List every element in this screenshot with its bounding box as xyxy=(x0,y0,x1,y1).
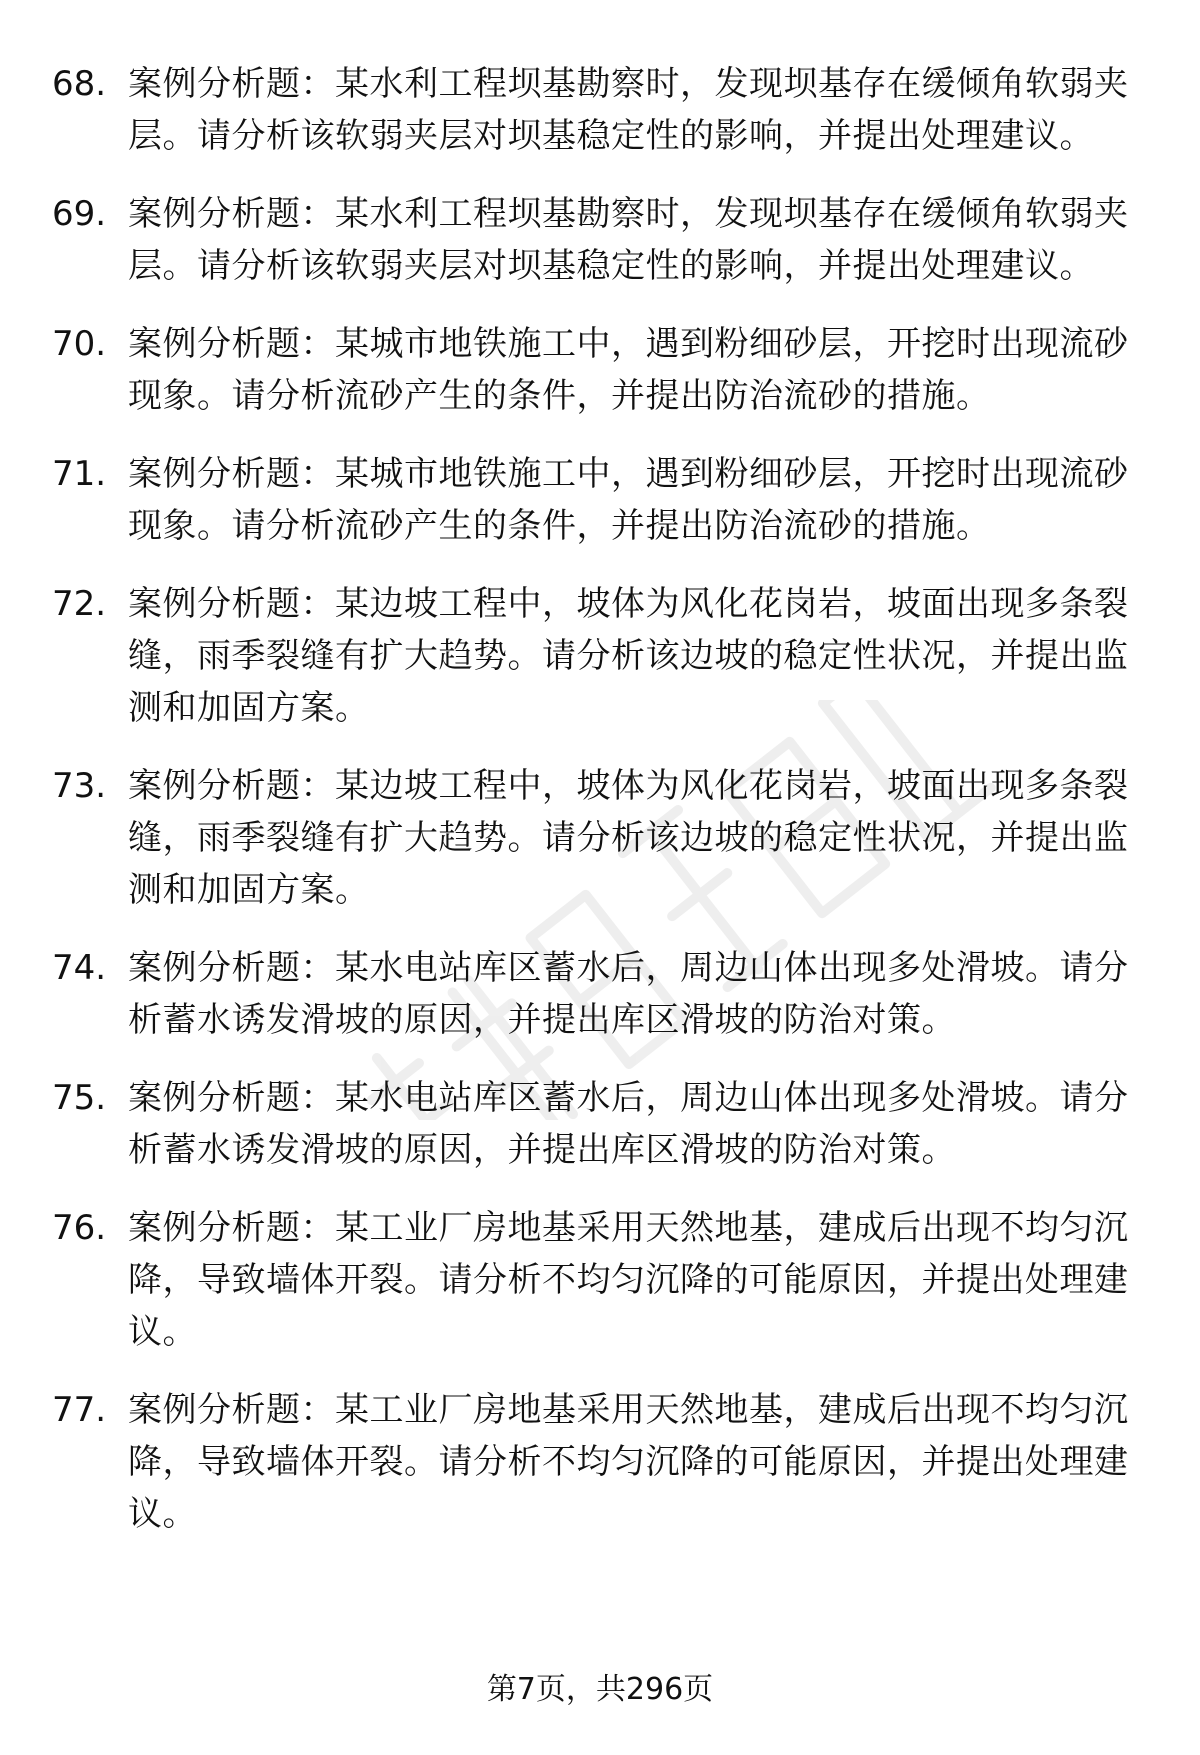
question-item xyxy=(52,578,1142,734)
question-number: 69. xyxy=(52,194,107,234)
page-number: 第7页，共296页 xyxy=(486,1672,714,1707)
question-text: 案例分析题：某工业厂房地基采用天然地基，建成后出现不均匀沉降，导致墙体开裂。请分析不均匀沉降的可能原因，并提出处理建议。 xyxy=(128,1390,1129,1534)
question-item xyxy=(52,1202,1142,1358)
question-item xyxy=(52,318,1142,422)
question-text: 案例分析题：某水电站库区蓄水后，周边山体出现多处滑坡。请分析蓄水诱发滑坡的原因，并提出库区滑坡的防治对策。 xyxy=(128,1078,1129,1170)
question-item xyxy=(52,1072,1142,1176)
question-number: 74. xyxy=(52,948,107,988)
question-item xyxy=(52,188,1142,292)
question-text: 案例分析题：某水利工程坝基勘察时，发现坝基存在缓倾角软弱夹层。请分析该软弱夹层对坝基稳定性的影响，并提出处理建议。 xyxy=(128,64,1129,156)
question-item xyxy=(52,1384,1142,1540)
question-number: 73. xyxy=(52,766,107,806)
question-number: 72. xyxy=(52,584,107,624)
question-item xyxy=(52,760,1142,916)
question-list xyxy=(52,58,1142,1540)
question-text: 案例分析题：某城市地铁施工中，遇到粉细砂层，开挖时出现流砂现象。请分析流砂产生的条件，并提出防治流砂的措施。 xyxy=(128,454,1129,546)
question-text: 案例分析题：某城市地铁施工中，遇到粉细砂层，开挖时出现流砂现象。请分析流砂产生的条件，并提出防治流砂的措施。 xyxy=(128,324,1129,416)
question-number: 71. xyxy=(52,454,107,494)
question-number: 75. xyxy=(52,1078,107,1118)
question-item xyxy=(52,942,1142,1046)
question-text: 案例分析题：某水利工程坝基勘察时，发现坝基存在缓倾角软弱夹层。请分析该软弱夹层对坝基稳定性的影响，并提出处理建议。 xyxy=(128,194,1129,286)
question-text: 案例分析题：某工业厂房地基采用天然地基，建成后出现不均匀沉降，导致墙体开裂。请分析不均匀沉降的可能原因，并提出处理建议。 xyxy=(128,1208,1129,1352)
question-number: 68. xyxy=(52,64,107,104)
question-item xyxy=(52,448,1142,552)
question-item xyxy=(52,58,1142,162)
question-number: 77. xyxy=(52,1390,107,1430)
question-number: 76. xyxy=(52,1208,107,1248)
question-number: 70. xyxy=(52,324,107,364)
question-text: 案例分析题：某边坡工程中，坡体为风化花岗岩，坡面出现多条裂缝，雨季裂缝有扩大趋势。请分析该边坡的稳定性状况，并提出监测和加固方案。 xyxy=(128,766,1129,910)
question-text: 案例分析题：某水电站库区蓄水后，周边山体出现多处滑坡。请分析蓄水诱发滑坡的原因，并提出库区滑坡的防治对策。 xyxy=(128,948,1129,1040)
question-text: 案例分析题：某边坡工程中，坡体为风化花岗岩，坡面出现多条裂缝，雨季裂缝有扩大趋势。请分析该边坡的稳定性状况，并提出监测和加固方案。 xyxy=(128,584,1129,728)
